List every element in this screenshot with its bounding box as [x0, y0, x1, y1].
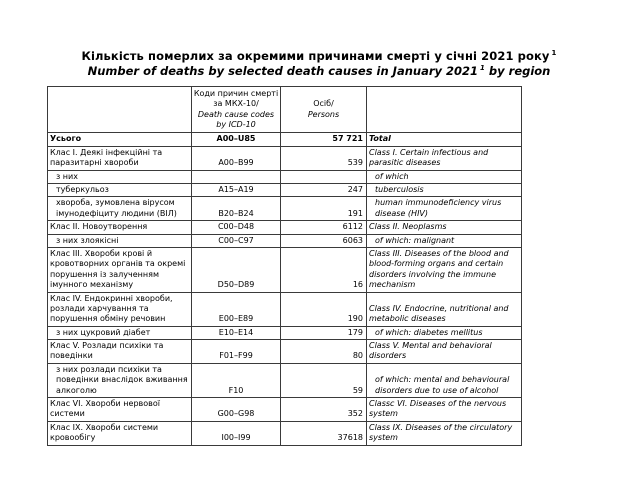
cell-persons-value: 352	[281, 398, 367, 422]
cell-cause-ua: Клас V. Розлади психіки та поведінки	[48, 340, 192, 364]
deaths-by-cause-table	[47, 86, 522, 446]
cell-icd-code: E10–E14	[192, 326, 281, 339]
cell-cause-ua: з них розлади психіки та поведінки внаслідок вживання алкоголю	[48, 363, 192, 397]
cell-persons-value: 247	[281, 184, 367, 197]
table-body	[48, 133, 522, 445]
table-header	[48, 86, 522, 133]
cell-persons-value: 179	[281, 326, 367, 339]
cell-icd-code: B20–B24	[192, 197, 281, 221]
header-cell-codes	[192, 86, 281, 133]
cell-persons-value: 190	[281, 292, 367, 326]
table-row	[48, 363, 522, 397]
page-title-ua	[0, 49, 638, 64]
header-codes-ua: Коди причин смерті за МКХ-10/	[193, 88, 279, 109]
header-persons-ua: Осіб/	[313, 99, 334, 109]
page-title-en-text-before: Number of deaths by selected death causes in January 2021	[87, 63, 479, 78]
cell-icd-code: C00–D48	[192, 221, 281, 234]
header-persons-en: Persons	[307, 109, 340, 119]
cell-icd-code: F01–F99	[192, 340, 281, 364]
cell-cause-en: of which: malignant	[367, 234, 522, 247]
cell-cause-en: Class V. Mental and behavioral disorders	[367, 340, 522, 364]
cell-cause-ua: Усього	[48, 133, 192, 146]
cell-persons-value: 6063	[281, 234, 367, 247]
cell-persons-value: 59	[281, 363, 367, 397]
table-row	[48, 146, 522, 170]
header-codes-en: Death cause codes by ICD-10	[197, 109, 275, 130]
table-row	[48, 247, 522, 292]
cell-cause-ua: Клас VI. Хвороби нервової системи	[48, 398, 192, 422]
cell-persons-value: 539	[281, 146, 367, 170]
footnote-marker: 1	[551, 49, 557, 58]
cell-icd-code: A00–B99	[192, 146, 281, 170]
cell-cause-ua: Клас II. Новоутворення	[48, 221, 192, 234]
table-row	[48, 221, 522, 234]
table-row	[48, 292, 522, 326]
cell-icd-code	[192, 170, 281, 183]
cell-cause-en: tuberculosis	[367, 184, 522, 197]
cell-cause-en: Total	[367, 133, 522, 146]
page-title-ua-text: Кількість померлих за окремими причинами смерті у січні 2021 року	[81, 49, 550, 63]
title-block	[0, 0, 638, 79]
cell-icd-code: D50–D89	[192, 247, 281, 292]
table-row	[48, 184, 522, 197]
page-title-en	[0, 64, 638, 79]
cell-cause-en: Class IX. Diseases of the circulatory system	[367, 421, 522, 445]
table-row	[48, 340, 522, 364]
header-cell-cause-ua	[48, 86, 192, 133]
cell-icd-code: I00–I99	[192, 421, 281, 445]
cell-cause-ua: Клас IX. Хвороби системи кровообігу	[48, 421, 192, 445]
header-row	[48, 86, 522, 133]
cell-persons-value: 80	[281, 340, 367, 364]
cell-cause-ua: Клас IV. Ендокринні хвороби, розлади харчування та порушення обміну речовин	[48, 292, 192, 326]
cell-cause-en: Class II. Neoplasms	[367, 221, 522, 234]
cell-cause-en: Class IV. Endocrine, nutritional and metabolic diseases	[367, 292, 522, 326]
table-row	[48, 170, 522, 183]
header-cell-persons	[281, 86, 367, 133]
cell-persons-value: 37618	[281, 421, 367, 445]
cell-cause-en: of which: diabetes mellitus	[367, 326, 522, 339]
cell-cause-ua: з них злоякісні	[48, 234, 192, 247]
cell-icd-code: G00–G98	[192, 398, 281, 422]
cell-cause-ua: з них	[48, 170, 192, 183]
header-cell-cause-en	[367, 86, 522, 133]
cell-cause-en: Class III. Diseases of the blood and blood-forming organs and certain disorders involving the immune mechanism	[367, 247, 522, 292]
cell-icd-code: E00–E89	[192, 292, 281, 326]
cell-cause-ua: Клас III. Хвороби крові й кровотворних органів та окремі порушення із залученням імунного механізму	[48, 247, 192, 292]
cell-cause-en: Classc VI. Diseases of the nervous system	[367, 398, 522, 422]
cell-cause-ua: хвороба, зумовлена вірусом імунодефіциту людини (ВІЛ)	[48, 197, 192, 221]
table-row	[48, 398, 522, 422]
cell-persons-value: 6112	[281, 221, 367, 234]
cell-cause-en: human immunodeficiency virus disease (HIV)	[367, 197, 522, 221]
cell-persons-value	[281, 170, 367, 183]
cell-cause-en: of which	[367, 170, 522, 183]
cell-icd-code: F10	[192, 363, 281, 397]
page-title-en-text-after: by region	[484, 63, 551, 78]
cell-icd-code: A00–U85	[192, 133, 281, 146]
table-row	[48, 197, 522, 221]
table-row	[48, 421, 522, 445]
cell-cause-en: Class I. Certain infectious and parasitic diseases	[367, 146, 522, 170]
cell-cause-ua: туберкульоз	[48, 184, 192, 197]
cell-persons-value: 191	[281, 197, 367, 221]
cell-icd-code: A15–A19	[192, 184, 281, 197]
table-row	[48, 133, 522, 146]
cell-persons-value: 16	[281, 247, 367, 292]
cell-persons-value: 57 721	[281, 133, 367, 146]
cell-cause-en: of which: mental and behavioural disorders due to use of alcohol	[367, 363, 522, 397]
table-row	[48, 234, 522, 247]
table-row	[48, 326, 522, 339]
cell-cause-ua: з них цукровий діабет	[48, 326, 192, 339]
cell-cause-ua: Клас I. Деякі інфекційні та паразитарні хвороби	[48, 146, 192, 170]
footnote-marker: 1	[480, 64, 485, 73]
cell-icd-code: C00–C97	[192, 234, 281, 247]
